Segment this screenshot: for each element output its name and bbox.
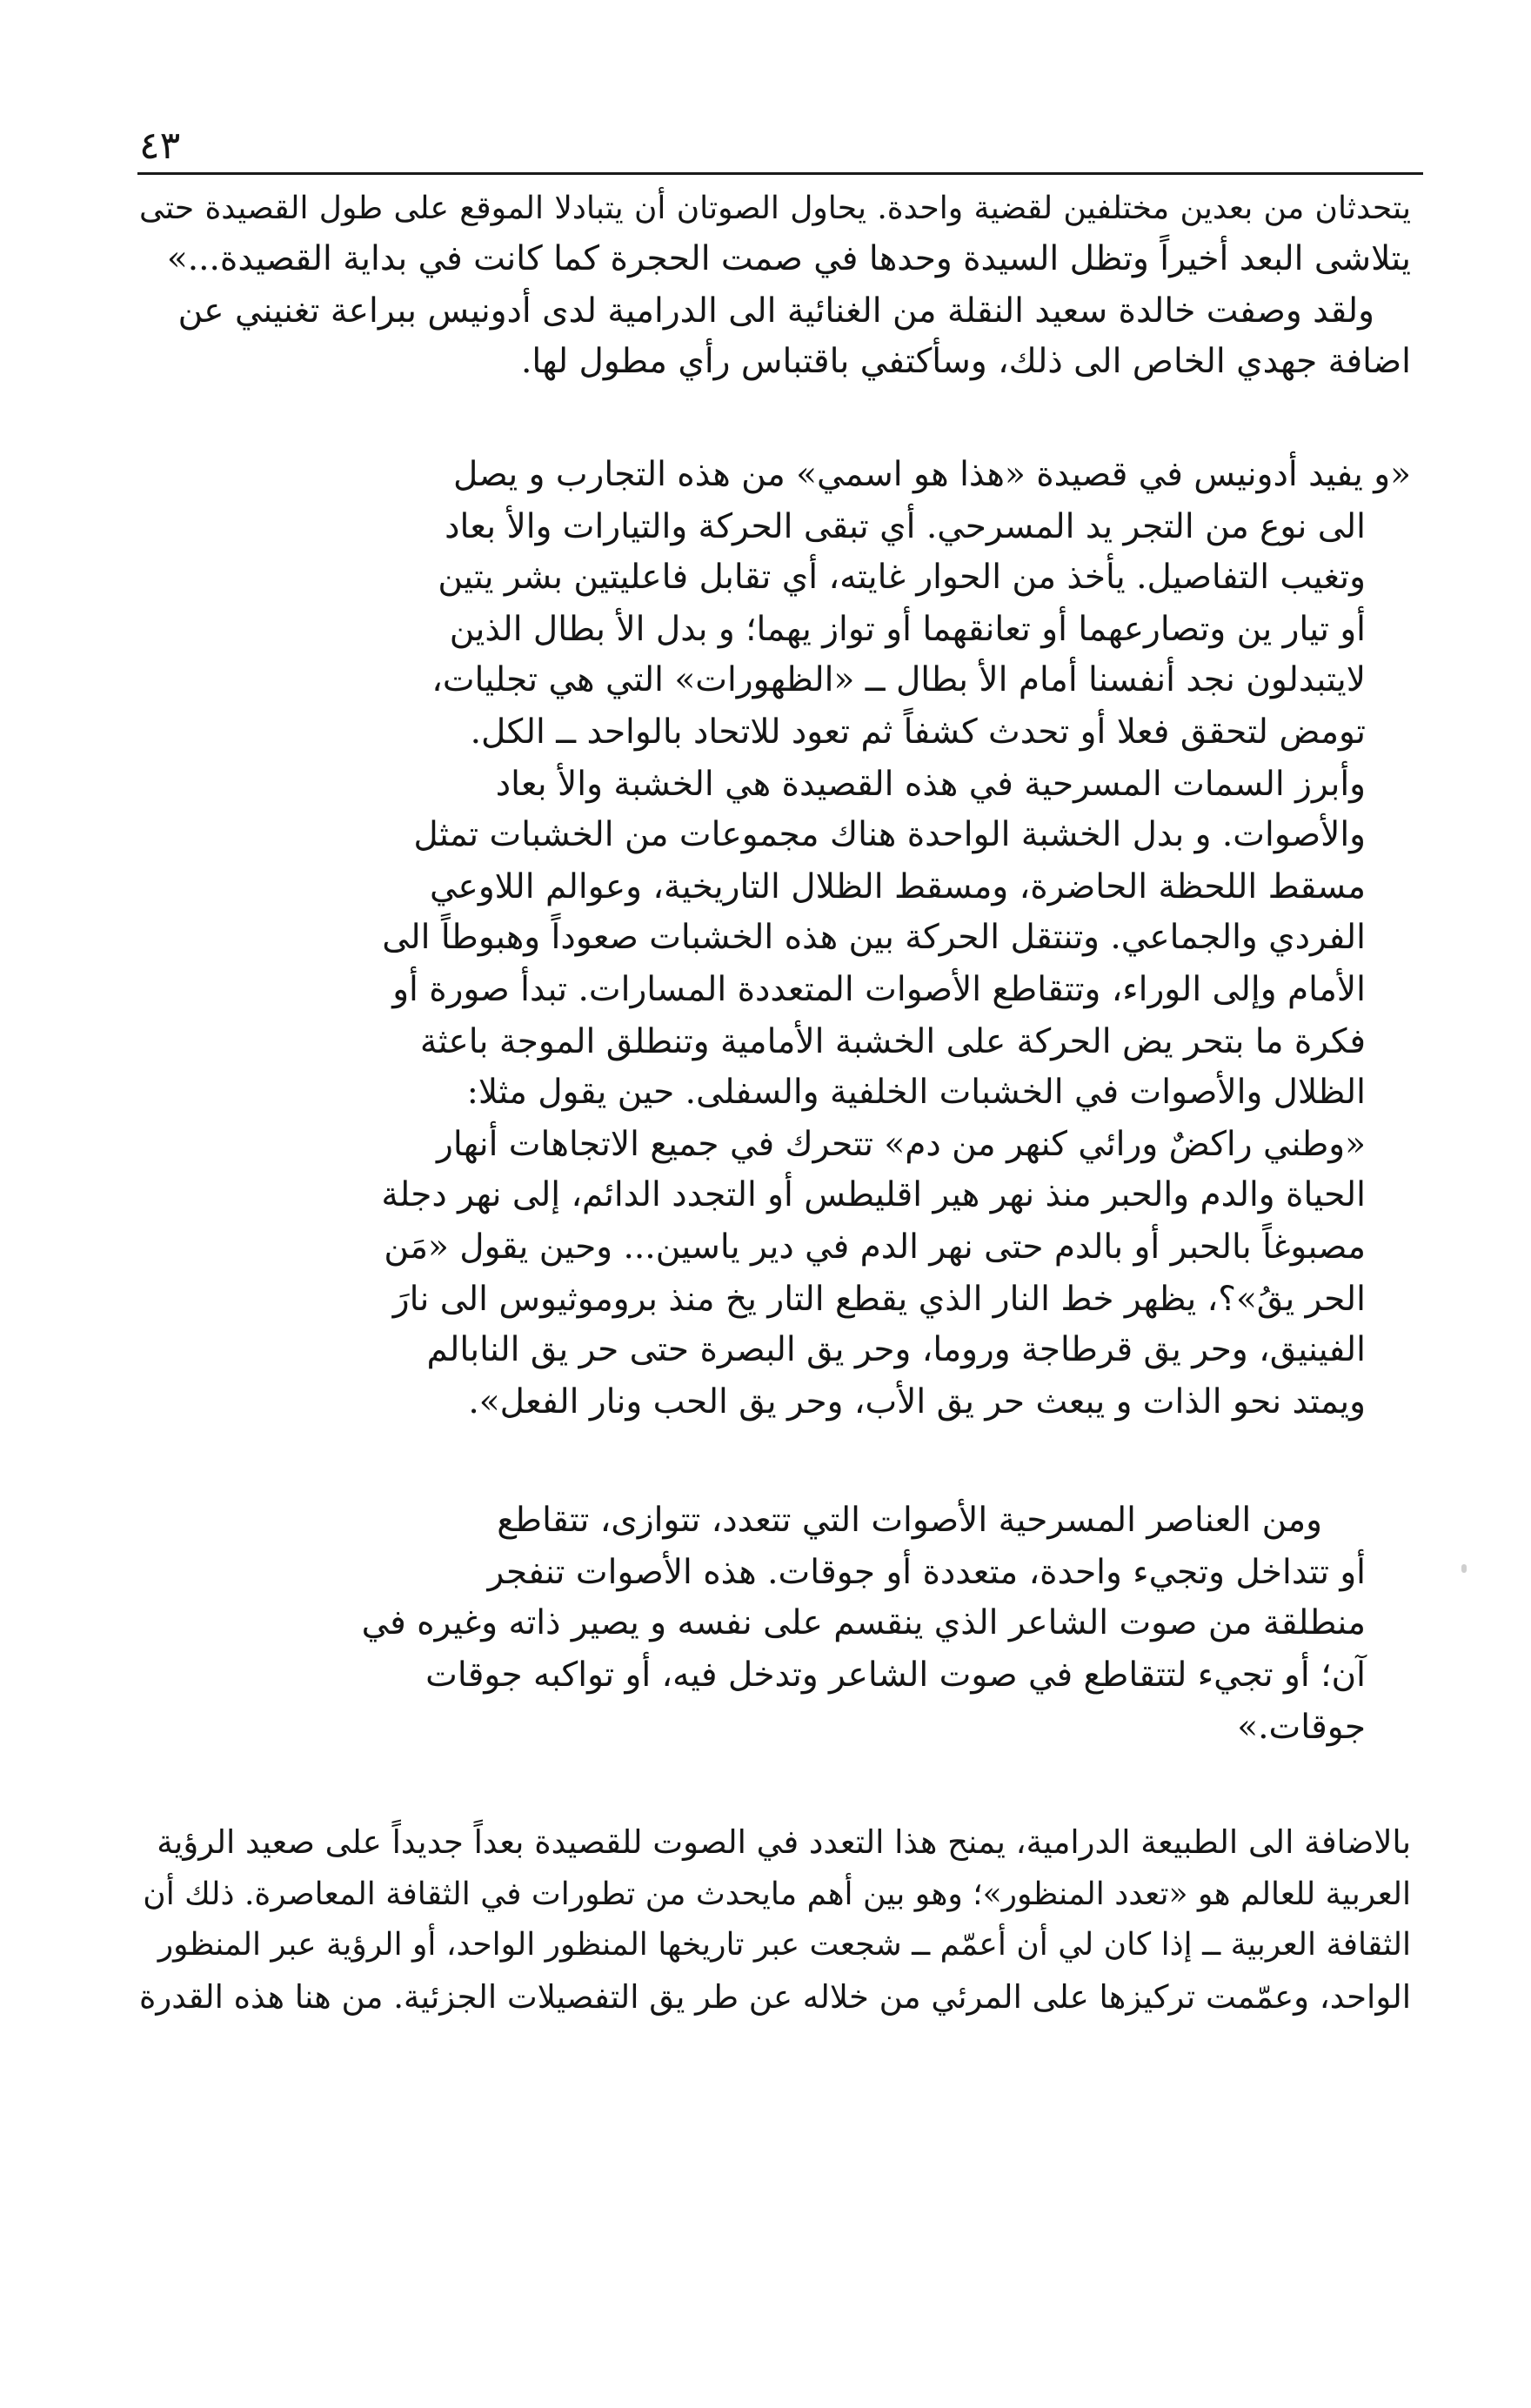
page-number: ٤٣ — [139, 124, 181, 168]
quote-1-line-5: لايتبدلون نجد أنفسنا أمام الأ بطال ــ «الظهورات» التي هي تجليات، — [431, 660, 1366, 699]
quote-1-line-16: مصبوغاً بالحبر أو بالدم حتى نهر الدم في دير ياسين... وحين يقول «مَن — [384, 1227, 1366, 1267]
quote-1-line-6: تومض لتحقق فعلا أو تحدث كشفاً ثم تعود للاتحاد بالواحد ــ الكل. — [470, 712, 1366, 752]
quote-1-line-14: «وطني راكضٌ ورائي كنهر من دم» تتحرك في جميع الاتجاهات أنهار — [437, 1125, 1366, 1164]
paragraph-1-line-1: يتحدثان من بعدين مختلفين لقضية واحدة. يحاول الصوتان أن يتبادلا الموقع على طول القصيدة حتى — [139, 191, 1411, 226]
quote-1-line-2: الى نوع من التجر يد المسرحي. أي تبقى الحركة والتيارات والأ بعاد — [445, 507, 1366, 546]
quote-2-line-1: ومن العناصر المسرحية الأصوات التي تتعدد، تتوازى، تتقاطع — [497, 1501, 1322, 1540]
quote-1-line-17: الحر يقُ»؟، يظهر خط النار الذي يقطع التار يخ منذ بروموثيوس الى نارَ — [392, 1280, 1366, 1319]
quote-1-line-4: أو تيار ين وتصارعهما أو تعانقهما أو تواز يهما؛ و بدل الأ بطال الذين — [449, 610, 1366, 649]
paragraph-2-line-1: بالاضافة الى الطبيعة الدرامية، يمنح هذا التعدد في الصوت للقصيدة بعداً جديداً على صعيد الرؤية — [157, 1823, 1411, 1861]
quote-1-line-1: «و يفيد أدونيس في قصيدة «هذا هو اسمي» من هذه التجارب و يصل — [452, 455, 1411, 494]
paragraph-1-line-4: اضافة جهدي الخاص الى ذلك، وسأكتفي باقتباس رأي مطول لها. — [521, 342, 1411, 381]
quote-1-line-13: الظلال والأصوات في الخشبات الخلفية والسفلى. حين يقول مثلا: — [466, 1073, 1366, 1112]
quote-2-line-5: جوقات.» — [1237, 1708, 1366, 1747]
quote-1-line-7: وأبرز السمات المسرحية في هذه القصيدة هي الخشبة والأ بعاد — [495, 765, 1366, 804]
quote-1-line-12: فكرة ما بتحر يض الحركة على الخشبة الأمامية وتنطلق الموجة باعثة — [419, 1022, 1366, 1061]
paragraph-2-line-3: الثقافة العربية ــ إذا كان لي أن أعمّم ــ شجعت عبر تاريخها المنظور الواحد، أو الرؤية عبر المنظور — [157, 1927, 1411, 1963]
quote-2-line-3: منطلقة من صوت الشاعر الذي ينقسم على نفسه و يصير ذاته وغيره في — [361, 1603, 1366, 1642]
paragraph-2-line-2: العربية للعالم هو «تعدد المنظور»؛ وهو بين أهم مايحدث من تطورات في الثقافة المعاصرة. ذلك أن — [143, 1876, 1411, 1912]
quote-1-line-3: وتغيب التفاصيل. يأخذ من الحوار غايته، أي تقابل فاعليتين بشر يتين — [438, 558, 1366, 597]
quote-2-line-4: آن؛ أو تجيء لتتقاطع في صوت الشاعر وتدخل فيه، أو تواكبه جوقات — [425, 1656, 1366, 1695]
header-rule — [137, 172, 1423, 175]
paragraph-1-line-2: يتلاشى البعد أخيراً وتظل السيدة وحدها في صمت الحجرة كما كانت في بداية القصيدة...» — [166, 239, 1411, 278]
paragraph-1-line-3: ولقد وصفت خالدة سعيد النقلة من الغنائية الى الدرامية لدى أدونيس ببراعة تغنيني عن — [177, 291, 1374, 331]
quote-1-line-19: ويمتد نحو الذات و يبعث حر يق الأب، وحر يق الحب ونار الفعل». — [468, 1382, 1366, 1421]
quote-2-line-2: أو تتداخل وتجيء واحدة، متعددة أو جوقات. هذه الأصوات تنفجر — [487, 1553, 1366, 1592]
quote-1-line-9: مسقط اللحظة الحاضرة، ومسقط الظلال التاريخية، وعوالم اللاوعي — [430, 867, 1366, 906]
quote-1-line-18: الفينيق، وحر يق قرطاجة وروما، وحر يق البصرة حتى حر يق النابالم — [426, 1330, 1366, 1369]
quote-1-line-15: الحياة والدم والحبر منذ نهر هير اقليطس أو التجدد الدائم، إلى نهر دجلة — [381, 1175, 1366, 1214]
quote-1-line-8: والأصوات. و بدل الخشبة الواحدة هناك مجموعات من الخشبات تمثل — [413, 815, 1366, 854]
quote-1-line-11: الأمام وإلى الوراء، وتتقاطع الأصوات المتعددة المسارات. تبدأ صورة أو — [392, 970, 1366, 1009]
scan-speck — [1461, 1564, 1467, 1573]
paragraph-2-line-4: الواحد، وعمّمت تركيزها على المرئي من خلاله عن طر يق التفصيلات الجزئية. من هنا هذه القدرة — [138, 1978, 1411, 2016]
quote-1-line-10: الفردي والجماعي. وتنتقل الحركة بين هذه الخشبات صعوداً وهبوطاً الى — [382, 918, 1366, 957]
